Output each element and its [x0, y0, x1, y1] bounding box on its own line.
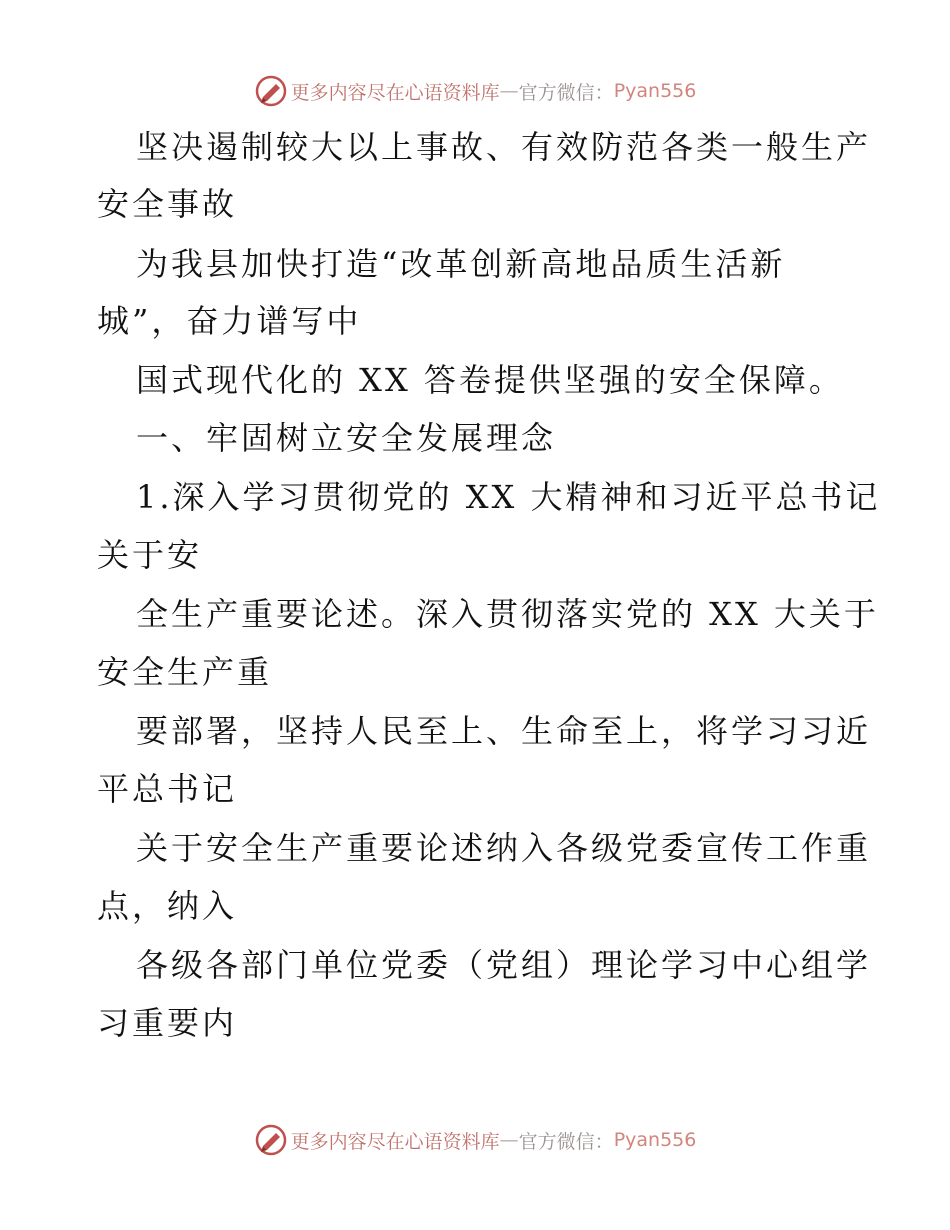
- body-line: 1.深入学习贯彻党的 XX 大精神和习近平总书记: [136, 478, 881, 516]
- watermark-wechat-id: Pyan556: [613, 1129, 697, 1151]
- watermark-library-text: 更多内容尽在心语资料库: [290, 1130, 500, 1153]
- body-line: 国式现代化的 XX 答卷提供坚强的安全保障。: [136, 361, 844, 399]
- watermark-dash: —: [499, 1129, 519, 1151]
- body-line: 为我县加快打造“改革创新高地品质生活新: [136, 245, 786, 283]
- body-line: 关于安全生产重要论述纳入各级党委宣传工作重: [136, 829, 872, 867]
- body-line: 安全生产重: [97, 653, 273, 691]
- footer-watermark: [0, 1120, 950, 1160]
- body-line: 安全事故: [97, 185, 238, 223]
- body-line: 坚决遏制较大以上事故、有效防范各类一般生产: [136, 128, 872, 166]
- body-line: 习重要内: [97, 1004, 238, 1042]
- body-line: 全生产重要论述。深入贯彻落实党的 XX 大关于: [136, 595, 879, 633]
- pen-logo-icon: [254, 1123, 288, 1157]
- body-line: 城”，奋力谱写中: [97, 302, 362, 340]
- body-line: 要部署，坚持人民至上、生命至上，将学习习近: [136, 712, 872, 750]
- watermark-wechat-label: 官方微信：: [518, 81, 614, 104]
- body-line: 平总书记: [97, 770, 238, 808]
- body-line: 点，纳入: [97, 887, 238, 925]
- watermark-wechat-label: 官方微信：: [518, 1130, 614, 1153]
- header-watermark: [0, 71, 950, 111]
- watermark-library-text: 更多内容尽在心语资料库: [290, 81, 500, 104]
- watermark-dash: —: [499, 80, 519, 102]
- body-line: 各级各部门单位党委（党组）理论学习中心组学: [136, 946, 872, 984]
- watermark-wechat-id: Pyan556: [613, 80, 697, 102]
- body-line: 关于安: [97, 536, 203, 574]
- section-heading: 一、牢固树立安全发展理念: [136, 419, 557, 457]
- pen-logo-icon: [254, 74, 288, 108]
